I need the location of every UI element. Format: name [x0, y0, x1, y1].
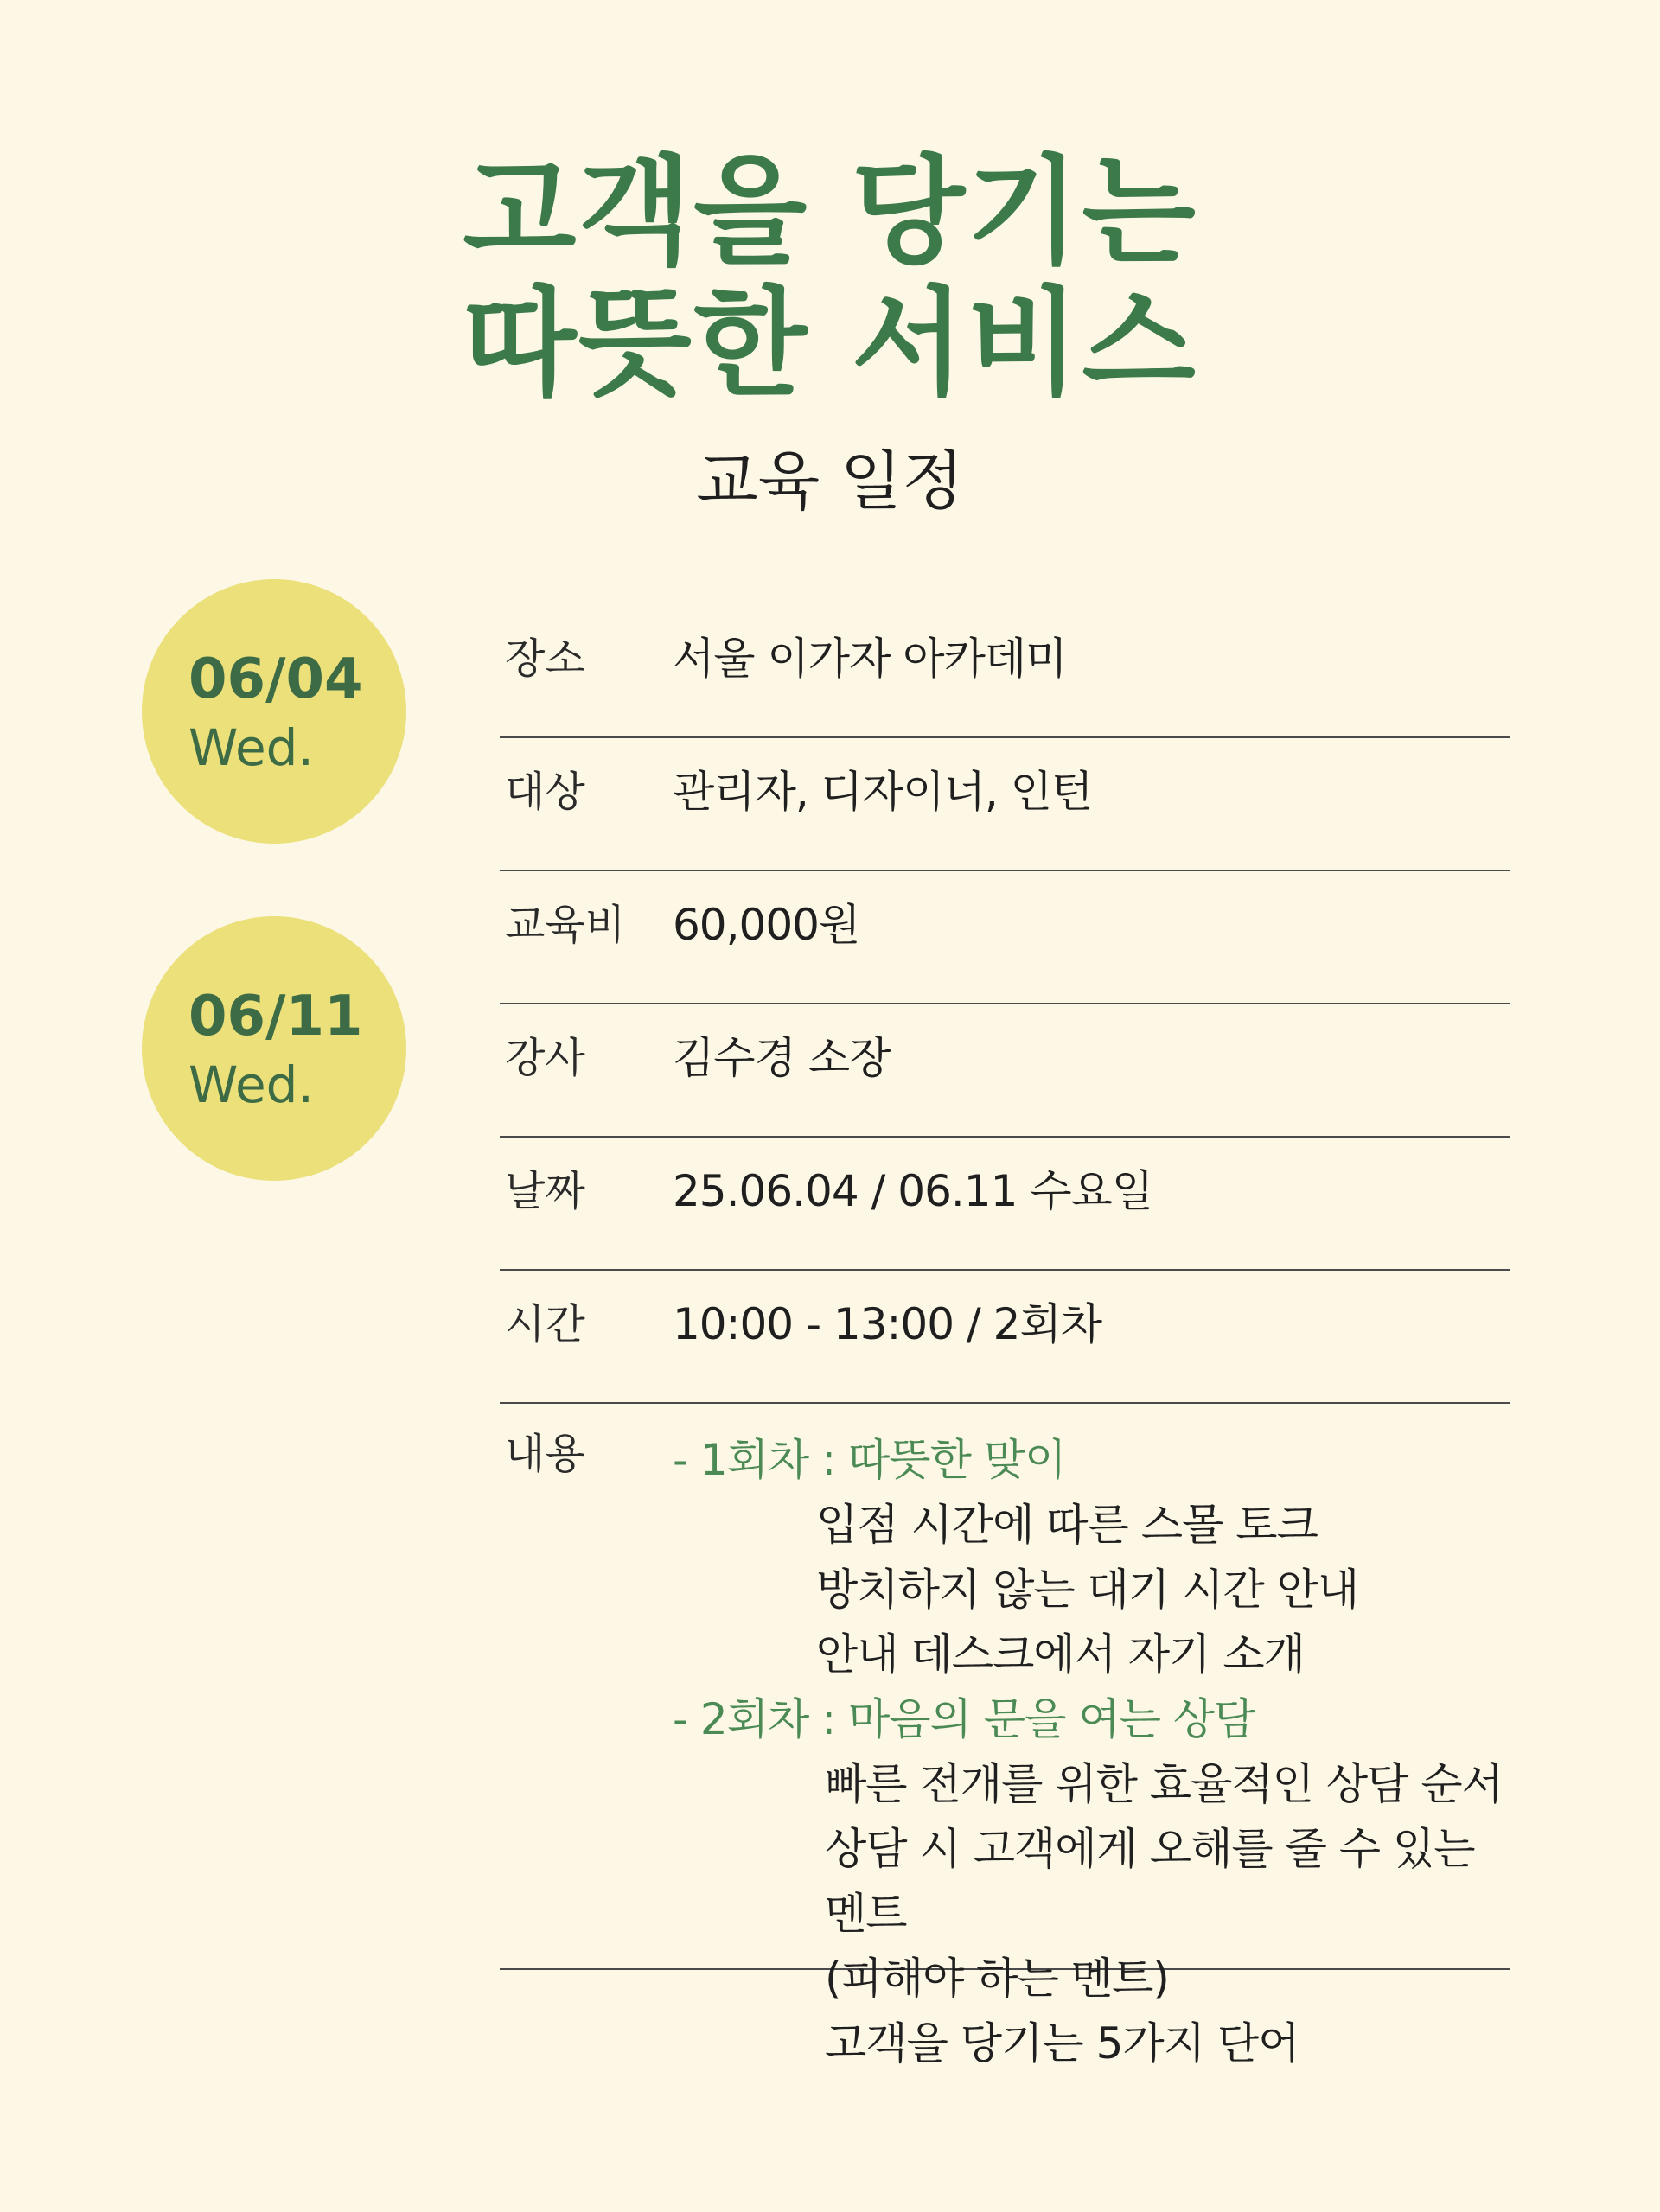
list-item: 방치하지 않는 대기 시간 안내 — [816, 1565, 1359, 1615]
session-heading: - 1회차 : 따뜻한 맞이 — [673, 1435, 1066, 1485]
row-label: 시간 — [505, 1300, 585, 1348]
date-badge-day: Wed. — [188, 1055, 314, 1114]
table-row-location — [500, 605, 1510, 738]
title-line-1: 고객을 당기는 — [463, 144, 1197, 281]
title-line-2: 따뜻한 서비스 — [463, 276, 1197, 412]
list-item: 입점 시간에 따른 스몰 토크 — [816, 1500, 1318, 1550]
row-value: 25.06.04 / 06.11 수요일 — [673, 1166, 1153, 1216]
list-item: (피해야 하는 멘트) — [825, 1954, 1169, 2004]
session-heading: - 2회차 : 마음의 문을 여는 상담 — [673, 1694, 1255, 1744]
date-badge-2 — [142, 916, 406, 1181]
schedule-table — [500, 605, 1510, 2069]
date-badge-date: 06/04 — [188, 647, 363, 711]
table-row-date — [500, 1138, 1510, 1271]
row-value: 10:00 - 13:00 / 2회차 — [673, 1299, 1102, 1349]
table-row-instructor — [500, 1004, 1510, 1138]
row-value: 김수경 소장 — [673, 1033, 891, 1083]
row-label: 강사 — [505, 1034, 585, 1082]
list-item: 빠른 전개를 위한 효율적인 상담 순서 — [825, 1759, 1503, 1809]
row-value: 서울 이가자 아카데미 — [673, 634, 1067, 684]
table-row-fee — [500, 871, 1510, 1004]
row-label: 장소 — [505, 634, 585, 683]
content-list — [673, 1428, 1510, 2076]
list-item: 상담 시 고객에게 오해를 줄 수 있는 멘트 — [825, 1824, 1475, 1939]
schedule-heading: 교육 일정 — [696, 444, 964, 519]
list-item: 고객을 당기는 5가지 단어 — [825, 2018, 1299, 2069]
session-2 — [673, 1687, 1510, 2076]
date-badge-1 — [142, 579, 406, 844]
row-label: 교육비 — [505, 901, 626, 949]
date-badge-date: 06/11 — [188, 985, 363, 1049]
row-value: 관리자, 디자이너, 인턴 — [673, 767, 1093, 817]
table-row-time — [500, 1271, 1510, 1404]
row-label: 날짜 — [505, 1167, 585, 1215]
session-1 — [673, 1428, 1510, 1687]
list-item: 안내 데스크에서 자기 소개 — [816, 1629, 1305, 1680]
table-row-target — [500, 738, 1510, 871]
row-label: 내용 — [505, 1430, 585, 1478]
row-value: 60,000원 — [673, 900, 860, 950]
table-row-content — [500, 1404, 1510, 2069]
page-title — [0, 144, 1660, 412]
date-badge-day: Wed. — [188, 718, 314, 777]
row-label: 대상 — [505, 768, 585, 816]
